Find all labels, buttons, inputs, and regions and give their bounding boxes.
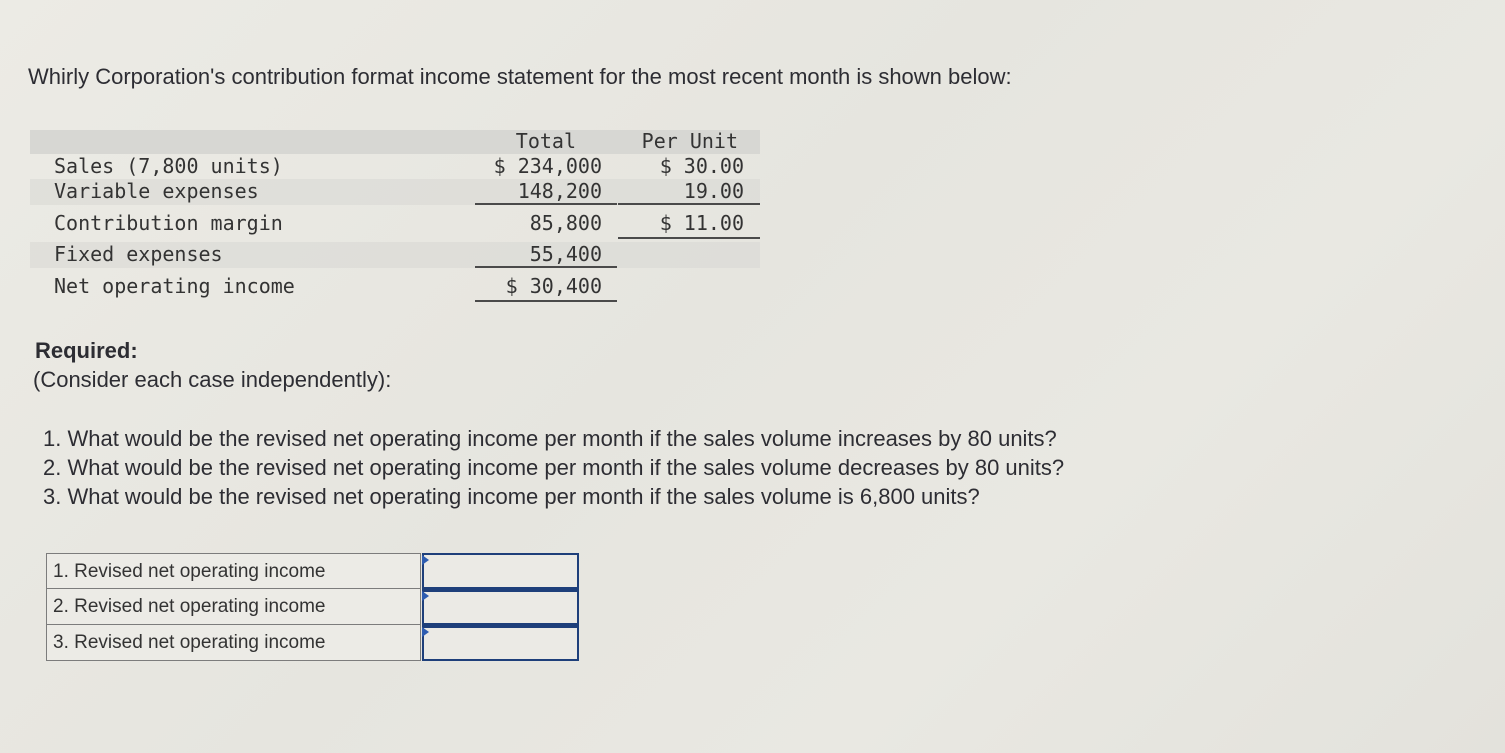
question-1: 1. What would be the revised net operating income per month if the sales volume increases by 80 units? xyxy=(43,426,1057,451)
answer-label-1: 1. Revised net operating income xyxy=(46,553,421,589)
income-statement-table xyxy=(30,127,760,307)
input-flag-icon xyxy=(422,591,429,601)
question-list xyxy=(43,424,1064,511)
underline-per-unit-1 xyxy=(618,203,760,205)
contribution-margin-total: 85,800 xyxy=(529,211,602,235)
sales-per-unit: $ 30.00 xyxy=(659,154,744,178)
underline-total-1 xyxy=(475,203,617,205)
problem-intro: Whirly Corporation's contribution format income statement for the most recent month is shown below: xyxy=(28,64,1012,89)
required-heading: Required: xyxy=(35,338,138,363)
question-3: 3. What would be the revised net operating income per month if the sales volume is 6,800 units? xyxy=(43,484,980,509)
required-note: (Consider each case independently): xyxy=(33,367,392,392)
row-label-variable-expenses: Variable expenses xyxy=(54,179,259,203)
input-flag-icon xyxy=(422,555,429,565)
row-label-contribution-margin: Contribution margin xyxy=(54,211,283,235)
answer-input-1[interactable] xyxy=(422,553,579,589)
variable-expenses-total: 148,200 xyxy=(517,179,602,203)
variable-expenses-per-unit: 19.00 xyxy=(683,179,744,203)
underline-total-3 xyxy=(475,266,617,268)
answer-input-2[interactable] xyxy=(422,589,579,625)
header-per-unit: Per Unit xyxy=(641,129,738,153)
underline-per-unit-2 xyxy=(618,237,760,239)
contribution-margin-per-unit: $ 11.00 xyxy=(659,211,744,235)
input-flag-icon xyxy=(422,627,429,637)
underline-total-4 xyxy=(475,300,617,302)
answer-label-3: 3. Revised net operating income xyxy=(46,625,421,661)
header-total: Total xyxy=(515,129,576,153)
question-2: 2. What would be the revised net operating income per month if the sales volume decreases by 80 units? xyxy=(43,455,1065,480)
row-label-fixed-expenses: Fixed expenses xyxy=(54,242,223,266)
fixed-expenses-total: 55,400 xyxy=(529,242,602,266)
answer-label-2: 2. Revised net operating income xyxy=(46,589,421,625)
row-label-net-operating-income: Net operating income xyxy=(54,274,295,298)
net-operating-income-total: $ 30,400 xyxy=(505,274,602,298)
row-label-sales: Sales (7,800 units) xyxy=(54,154,283,178)
sales-total: $ 234,000 xyxy=(493,154,602,178)
answer-input-3[interactable] xyxy=(422,625,579,661)
